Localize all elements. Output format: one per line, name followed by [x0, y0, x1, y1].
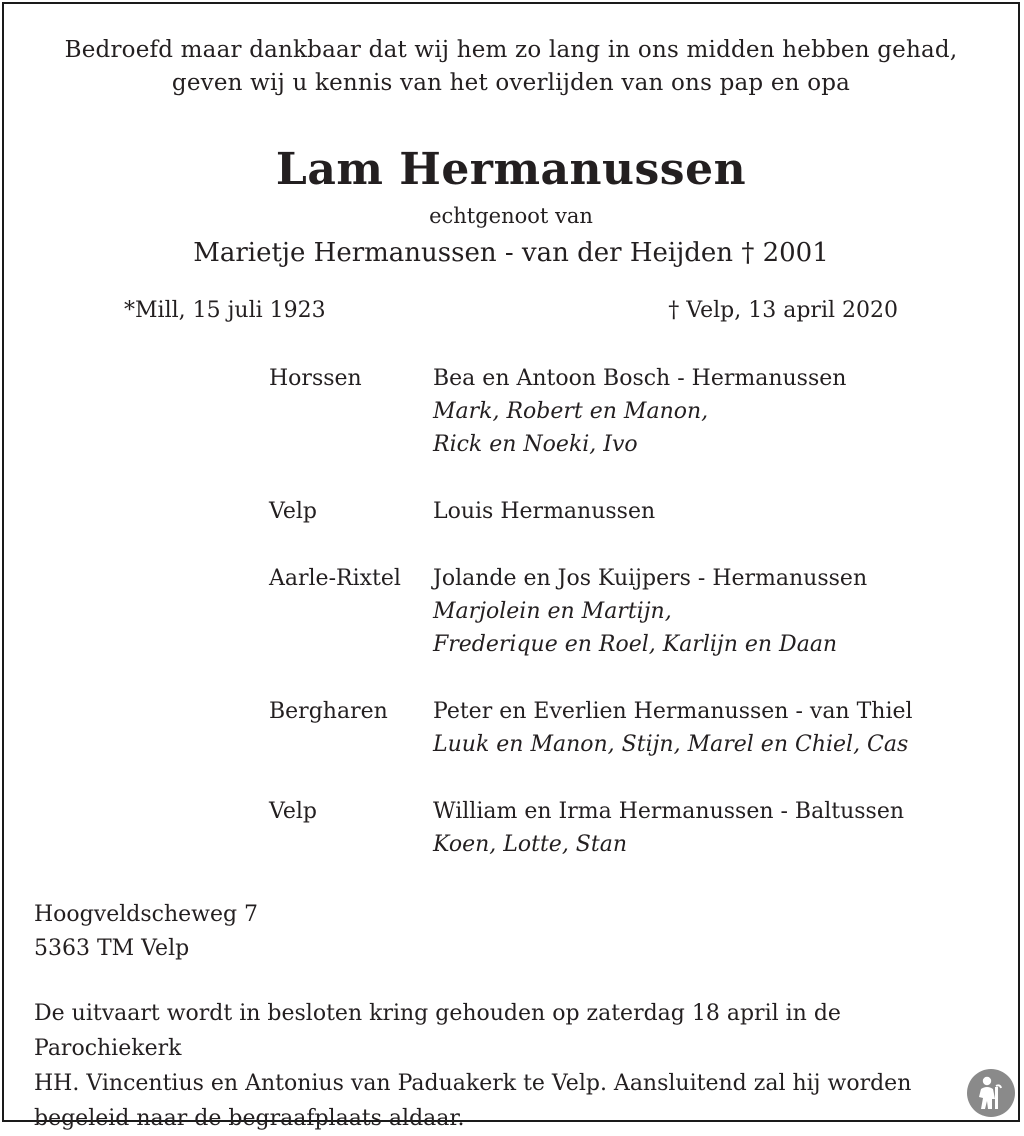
address-street: Hoogveldscheweg 7 — [34, 902, 259, 927]
family-place: Velp — [269, 799, 318, 824]
obituary-card — [2, 2, 1020, 1131]
family-entry — [269, 795, 969, 861]
grandchildren-line: Koen, Lotte, Stan — [433, 832, 628, 857]
family-place: Horssen — [269, 366, 362, 391]
family-place: Bergharen — [269, 699, 388, 724]
family-names: William en Irma Hermanussen - Baltussen — [433, 799, 905, 824]
home-address — [34, 898, 258, 966]
grandchildren-line: Luuk en Manon, Stijn, Marel en Chiel, Cas — [433, 732, 909, 757]
grandchildren-line: Rick en Noeki, Ivo — [433, 432, 638, 457]
family-entry — [269, 562, 969, 661]
memorial-figure-icon — [966, 1068, 1016, 1118]
family-list — [269, 362, 969, 861]
family-entry — [269, 495, 969, 528]
funeral-notice — [34, 996, 994, 1136]
death-info: † Velp, 13 april 2020 — [668, 298, 898, 323]
grandchildren-line: Marjolein en Martijn, — [433, 599, 672, 624]
funeral-line-1: De uitvaart wordt in besloten kring gehouden op zaterdag 18 april in de Parochiekerk — [34, 1001, 841, 1061]
grandchildren-line: Frederique en Roel, Karlijn en Daan — [433, 632, 838, 657]
family-entry — [269, 362, 969, 461]
intro-line-1: Bedroefd maar dankbaar dat wij hem zo lang in ons midden hebben gehad, — [64, 37, 958, 63]
intro-line-2: geven wij u kennis van het overlijden van ons pap en opa — [171, 70, 851, 96]
birth-info: *Mill, 15 juli 1923 — [124, 298, 326, 323]
spouse-name: Marietje Hermanussen - van der Heijden † 2001 — [193, 238, 829, 268]
family-names: Bea en Antoon Bosch - Hermanussen — [433, 366, 847, 391]
family-entry — [269, 695, 969, 761]
address-city: 5363 TM Velp — [34, 936, 190, 961]
grandchildren-line: Mark, Robert en Manon, — [433, 399, 709, 424]
spouse-label: echtgenoot van — [429, 204, 593, 228]
family-names: Peter en Everlien Hermanussen - van Thiel — [433, 699, 913, 724]
family-place: Velp — [269, 499, 318, 524]
family-names: Jolande en Jos Kuijpers - Hermanussen — [433, 566, 868, 591]
funeral-line-3: begeleid naar de begraafplaats aldaar. — [34, 1106, 465, 1131]
family-place: Aarle-Rixtel — [269, 566, 401, 591]
family-names: Louis Hermanussen — [433, 499, 656, 524]
deceased-name: Lam Hermanussen — [275, 144, 747, 195]
funeral-line-2: HH. Vincentius en Antonius van Paduakerk te Velp. Aansluitend zal hij worden — [34, 1071, 912, 1096]
intro-text — [4, 34, 1018, 100]
